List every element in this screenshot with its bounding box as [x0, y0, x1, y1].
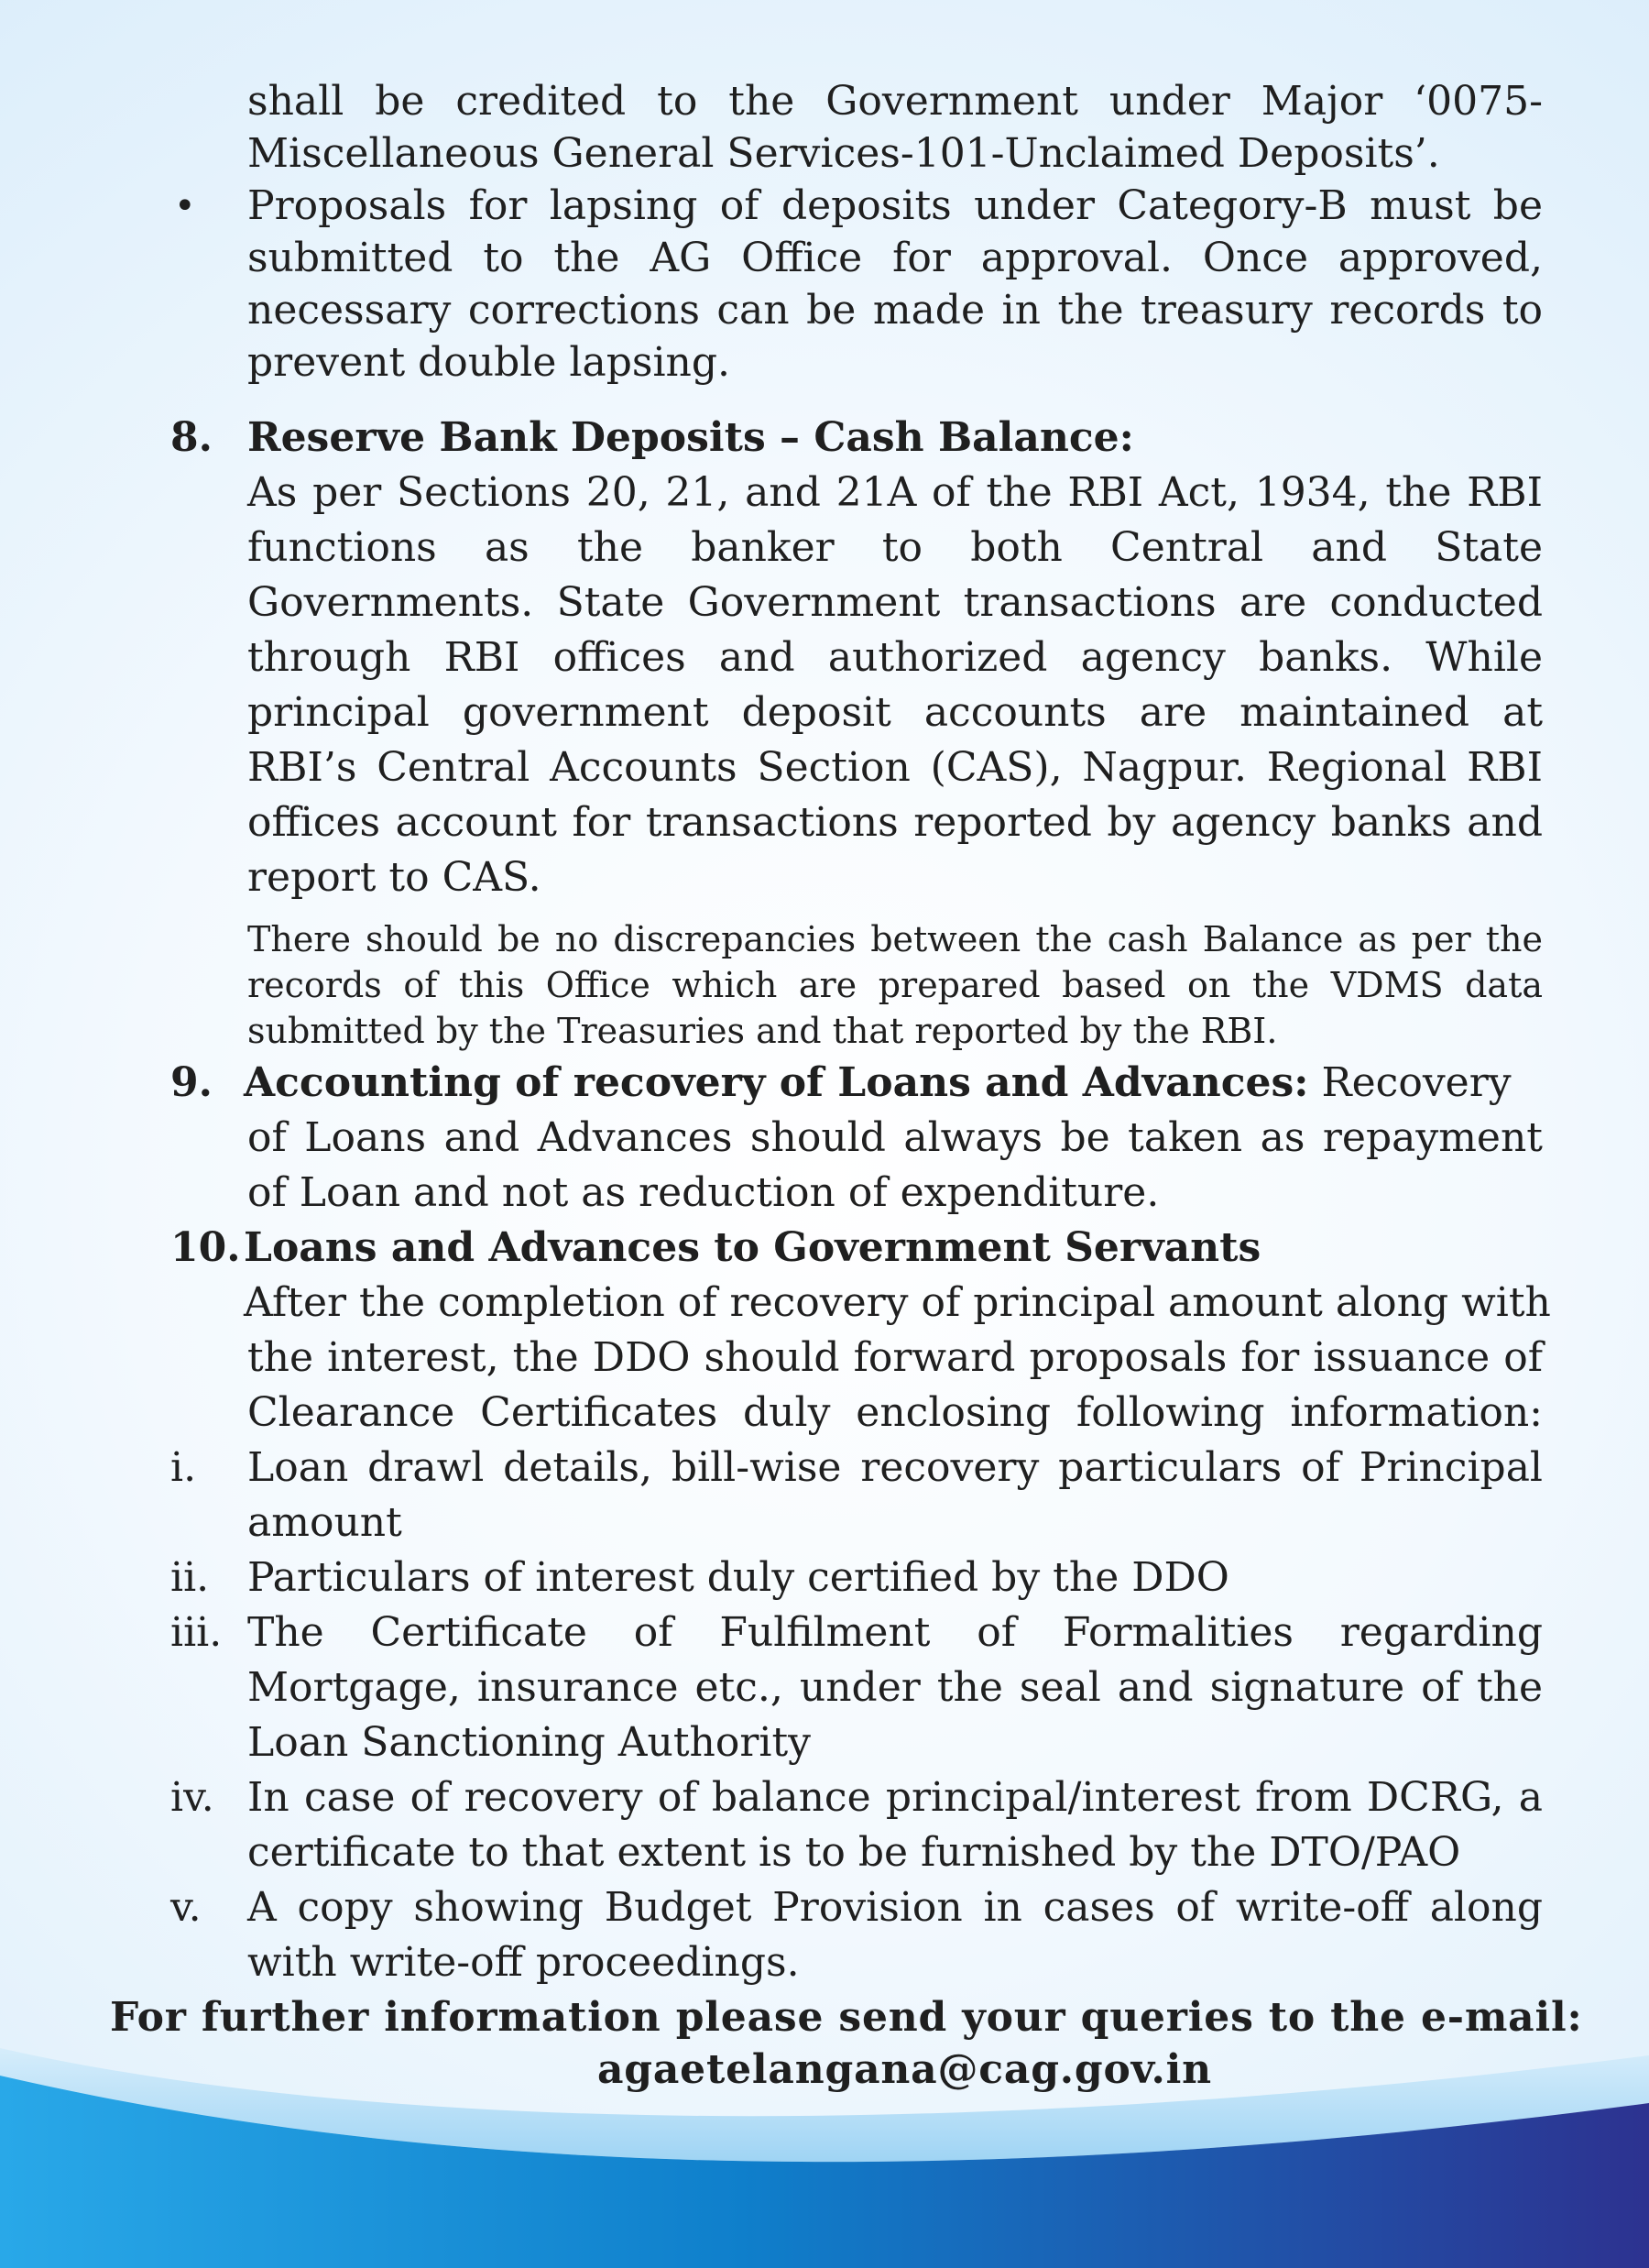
section-number: 8.	[170, 414, 213, 461]
paragraph-line: through RBI offices and authorized agency banks. While	[247, 634, 1543, 681]
intro-line: Miscellaneous General Services-101-Unclaimed Deposits’.	[247, 130, 1440, 177]
section-heading: Reserve Bank Deposits – Cash Balance:	[247, 414, 1134, 461]
list-item-line: Mortgage, insurance etc., under the seal and signature of the	[247, 1664, 1543, 1711]
footer-contact-text: For further information please send your queries to the e-mail:	[110, 1994, 1583, 2041]
note-line: There should be no discrepancies between the cash Balance as per the	[247, 919, 1543, 959]
list-item-line: amount	[247, 1499, 402, 1546]
list-item-line: with write-off proceedings.	[247, 1939, 800, 1986]
paragraph-line: of Loan and not as reduction of expenditure.	[247, 1169, 1160, 1216]
paragraph-line: Clearance Certificates duly enclosing following information:	[247, 1389, 1543, 1436]
list-item-line: In case of recovery of balance principal/interest from DCRG, a	[247, 1774, 1543, 1821]
section-number: 10.	[170, 1224, 241, 1271]
contact-email-link[interactable]: agaetelangana@cag.gov.in	[597, 2046, 1212, 2093]
list-item-line: Loan drawl details, bill-wise recovery particulars of Principal	[247, 1444, 1543, 1491]
bullet-icon: •	[174, 185, 196, 227]
paragraph-line: As per Sections 20, 21, and 21A of the RBI Act, 1934, the RBI	[247, 469, 1543, 516]
note-line: records of this Office which are prepared based on the VDMS data	[247, 965, 1543, 1005]
paragraph-line: After the completion of recovery of principal amount along with	[244, 1279, 1551, 1326]
paragraph-line: principal government deposit accounts are maintained at	[247, 689, 1543, 736]
section-first-line	[244, 1059, 1512, 1118]
paragraph-line: functions as the banker to both Central and State	[247, 524, 1543, 571]
paragraph-line: Governments. State Government transactions are conducted	[247, 579, 1543, 626]
paragraph-line: report to CAS.	[247, 854, 541, 901]
paragraph-line: RBI’s Central Accounts Section (CAS), Nagpur. Regional RBI	[247, 744, 1543, 791]
paragraph-line: of Loans and Advances should always be taken as repayment	[247, 1114, 1543, 1161]
section-heading: Accounting of recovery of Loans and Advances:	[244, 1059, 1309, 1106]
list-item-number: ii.	[170, 1554, 210, 1601]
paragraph-line: offices account for transactions reported by agency banks and	[247, 799, 1543, 846]
list-item-line: certificate to that extent is to be furnished by the DTO/PAO	[247, 1829, 1461, 1876]
list-item-number: v.	[170, 1884, 202, 1931]
bullet-line: Proposals for lapsing of deposits under Category-B must be	[247, 182, 1543, 229]
section-lead-text: Recovery	[1308, 1059, 1512, 1106]
list-item-line: Loan Sanctioning Authority	[247, 1719, 812, 1766]
section-number: 9.	[170, 1059, 213, 1106]
list-item-line: A copy showing Budget Provision in cases of write-off along	[247, 1884, 1543, 1931]
paragraph-line: the interest, the DDO should forward proposals for issuance of	[247, 1334, 1543, 1381]
footer-wave-decoration	[0, 2048, 1649, 2268]
note-line: submitted by the Treasuries and that reported by the RBI.	[247, 1011, 1278, 1051]
bullet-line: submitted to the AG Office for approval. Once approved,	[247, 235, 1543, 281]
list-item-line: The Certificate of Fulfilment of Formalities regarding	[247, 1609, 1543, 1656]
bullet-line: necessary corrections can be made in the treasury records to	[247, 287, 1543, 334]
list-item-number: iv.	[170, 1774, 214, 1821]
intro-line: shall be credited to the Government under Major ‘0075-	[247, 78, 1543, 125]
section-heading: Loans and Advances to Government Servants	[244, 1224, 1261, 1271]
bullet-line: prevent double lapsing.	[247, 339, 731, 386]
list-item-number: iii.	[170, 1609, 223, 1656]
list-item-number: i.	[170, 1444, 197, 1491]
list-item-line: Particulars of interest duly certified by the DDO	[247, 1554, 1229, 1601]
